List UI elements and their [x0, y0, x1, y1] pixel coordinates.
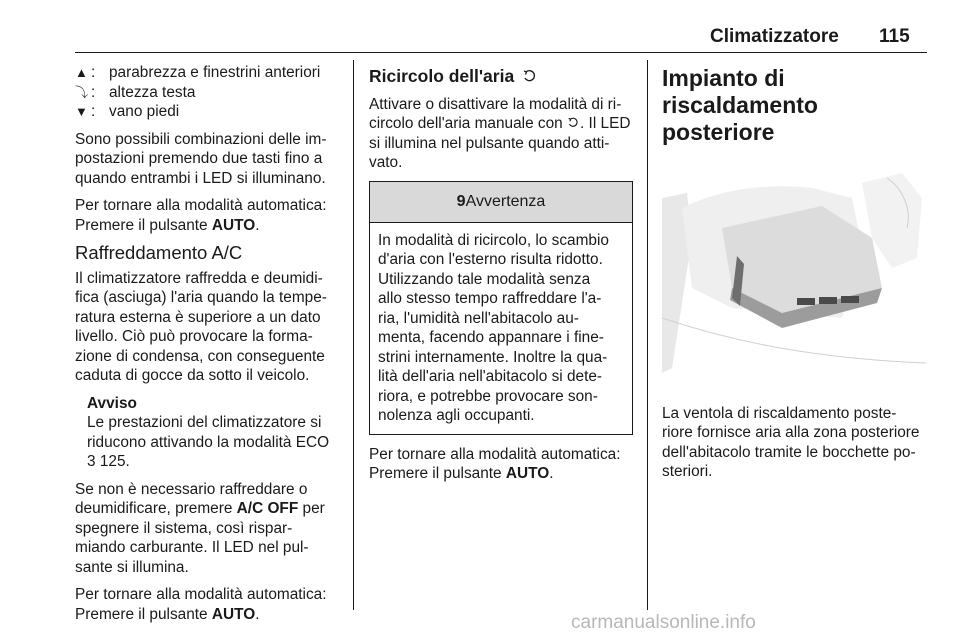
- section-heading-rear-heating: Impianto di riscaldamento posteriore: [662, 65, 818, 145]
- paragraph-auto-return-3: Per tornare alla modalità automatica: Premere il pulsante AUTO.: [369, 445, 621, 482]
- legend-row-head: ⤵ : altezza testa: [75, 83, 196, 101]
- recirculation-icon: [567, 116, 580, 129]
- note-label: Avviso: [87, 394, 137, 412]
- paragraph-auto-return: Per tornare alla modalità automatica: Premere il pulsante AUTO.: [75, 197, 327, 234]
- watermark-text: carmanualsonline.info: [571, 612, 756, 633]
- auto-button-ref: AUTO: [211, 605, 256, 623]
- column-right: [662, 63, 926, 490]
- warning-triangle-icon: 9: [456, 192, 466, 210]
- page-title: Climatizzatore: [710, 26, 839, 47]
- auto-button-ref: AUTO: [211, 216, 256, 234]
- legend-label: parabrezza e finestrini anteriori: [109, 64, 321, 81]
- head-airflow-icon: ⤵: [75, 84, 89, 100]
- paragraph-auto-return-2: Per tornare alla modalità automatica: Premere il pulsante AUTO.: [75, 586, 327, 623]
- paragraph-ac-off: Se non è necessario raffreddare o deumidificare, premere A/C OFF per spegnere il sistema, così rispar- miando carburante. Il LED nel pul- sante si illumina.: [75, 480, 325, 576]
- airflow-legend: [75, 63, 350, 122]
- page-number: 115: [879, 26, 910, 47]
- warning-box: [369, 181, 633, 435]
- page-reference-link: 3 125.: [87, 453, 130, 470]
- note-box: Avviso Le prestazioni del climatizzatore si riducono attivando la modalità ECO 3 125.: [87, 394, 330, 470]
- paragraph-ac-description: Il climatizzatore raffredda e deumidi- fica (asciuga) l'aria quando la tempe- ratura esterna è superiore a un dato livello. Ciò può provocare la forma- zione di condensa, con conseguente caduta di gocce da sotto il veicolo.: [75, 269, 327, 384]
- legend-label: altezza testa: [109, 83, 196, 101]
- auto-button-ref: AUTO: [505, 465, 550, 482]
- recirculation-icon: [522, 68, 538, 84]
- header-rule: [75, 52, 927, 53]
- legend-row-footwell: ▼ : vano piedi: [75, 103, 180, 120]
- ac-off-button-ref: A/C OFF: [236, 500, 299, 517]
- section-heading-recirculation: Ricircolo dell'aria: [369, 67, 633, 87]
- column-middle: [369, 63, 633, 492]
- section-heading-ac-cooling: Raffreddamento A/C: [75, 242, 243, 263]
- paragraph-rear-fan: La ventola di riscaldamento poste- riore fornisce aria alla zona posteriore dell'abitacolo tramite le bocchette po- steriori.: [662, 404, 920, 480]
- paragraph-combinations: Sono possibili combinazioni delle im- postazioni premendo due tasti fino a quando entrambi i LED si illuminano.: [75, 130, 327, 187]
- rear-heater-photo: [662, 168, 926, 376]
- column-left: [75, 63, 350, 632]
- warning-title-bar: [370, 182, 632, 223]
- windshield-airflow-icon: ▲: [75, 65, 88, 80]
- column-divider-left: [353, 60, 354, 610]
- column-divider-right: [647, 60, 648, 610]
- warning-title: Avvertenza: [465, 192, 546, 210]
- footwell-airflow-icon: ▼: [75, 104, 88, 119]
- legend-label: vano piedi: [109, 103, 180, 120]
- paragraph-recirculation: Attivare o disattivare la modalità di ri- circolo dell'aria manuale con . Il LED si illumina nel pulsante quando atti- vato.: [369, 95, 631, 171]
- legend-row-windshield: ▲ : parabrezza e finestrini anteriori: [75, 64, 321, 81]
- warning-body: In modalità di ricircolo, lo scambio d'aria con l'esterno risulta ridotto. Utilizzando tale modalità senza allo stesso tempo raffreddare l'a- ria, l'umidità nell'abitacolo au- menta, facendo appannare i fine- strini internamente. Inoltre la qua- lità dell'aria nell'abitacolo si dete- riora, e potrebbe provocare son- nolenza agli occupanti.: [378, 231, 609, 424]
